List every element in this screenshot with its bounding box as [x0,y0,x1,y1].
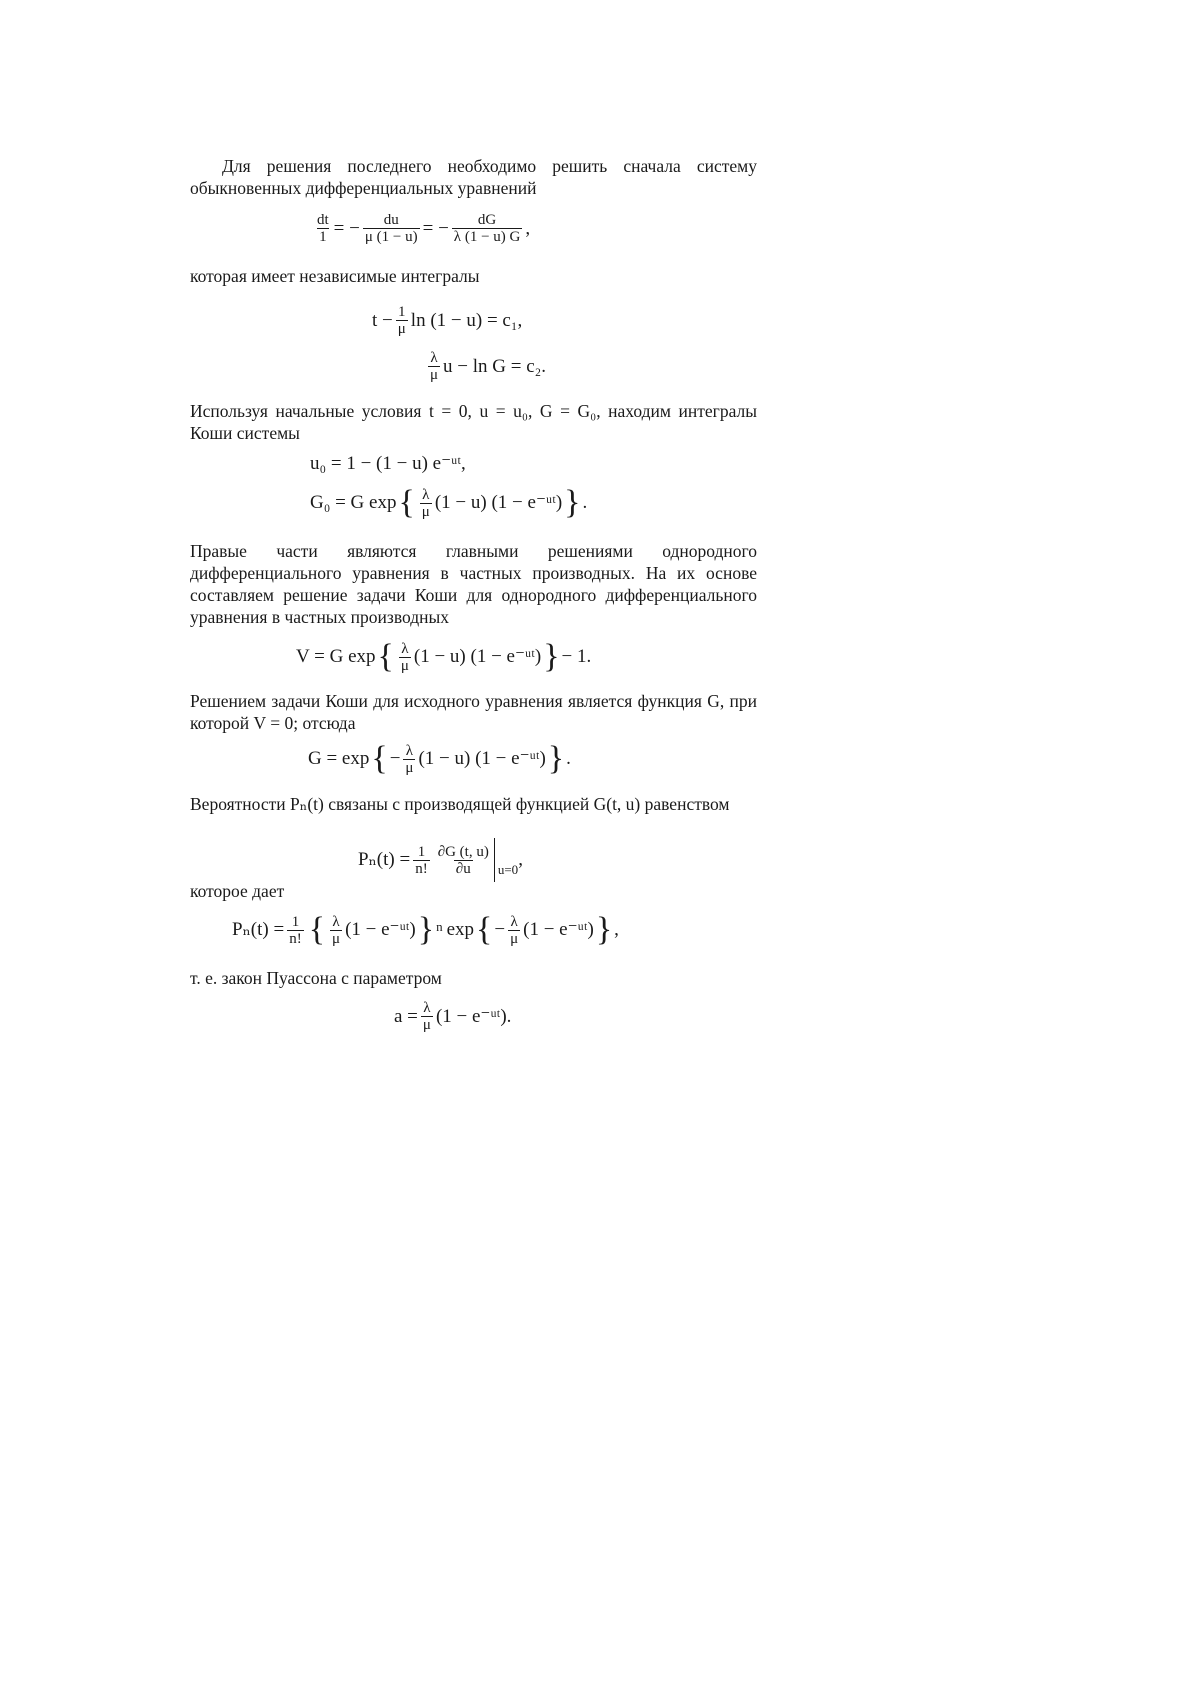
paragraph-probabilities: Вероятности Pₙ(t) связаны с производящей функцией G(t, u) равенством [190,794,730,814]
paragraph-integrals: которая имеет независимые интегралы [190,266,480,286]
paragraph-right-parts: Правые части являются главными решениями однородного дифференциального уравнения в частных производных. На их основе составляем решение задачи Коши для однородного дифференциального уравнения в частных производных [190,541,757,627]
paragraph-intro: Для решения последнего необходимо решить сначала систему обыкновенных дифференциальных уравнений [190,156,757,198]
equation-cauchy-u0: u₀ = 1 − (1 − u) e⁻ᵘᵗ, [310,453,466,474]
paragraph-initial-conditions: Используя начальные условия t = 0, u = u₀, G = G₀, находим интегралы Коши системы [190,401,757,443]
equation-integral-1: t − $\frac{1}{\mu}$ ln (1 − u) = c₁, [372,304,523,337]
paragraph-solution: Решением задачи Коши для исходного уравнения является функция G, при которой V = 0; отсюда [190,691,757,733]
fraction-dg: $\frac{dG}{\lambda (1 - u) G}$ [453,212,521,245]
equation-g: G = exp { − $\frac{\lambda}{\mu}$ (1 − u) (1 − e⁻ᵘᵗ) } . [308,740,571,777]
equation-cauchy-g0: G₀ = G exp { λ μ (1 − u) (1 − e⁻ᵘᵗ) } . [310,484,588,521]
equation-pn-poisson: Pₙ(t) = $\frac{1}{n!}$ { λ μ (1 − e⁻ᵘᵗ) } n exp { − $\frac{\lambda}{\mu}$ (1 − e⁻ᵘᵗ) } , [232,911,619,948]
paragraph-poisson-law: т. е. закон Пуассона с параметром [190,968,442,988]
equation-integral-2: λ μ u − ln G = c₂. [430,350,547,383]
paragraph-gives: которое дает [190,881,285,901]
equation-system: $\frac{dt}{1}$ = − $\frac{du}{\mu (1 - u)}$ = − $\frac{dG}{\lambda (1 - u) G}$ , [317,212,531,245]
equation-v: V = G exp { λ μ (1 − u) (1 − e⁻ᵘᵗ) } − 1. [296,638,592,675]
fraction-du: $\frac{du}{\mu (1 - u)}$ [364,212,418,245]
equation-parameter-a: a = $\frac{\lambda}{\mu}$ (1 − e⁻ᵘᵗ). [394,1000,512,1033]
equation-pn-derivative: Pₙ(t) = $\frac{1}{n!}$ ∂G (t, u) ∂u u=0 , [358,838,523,882]
fraction-dt: $\frac{dt}{1}$ [317,212,329,245]
